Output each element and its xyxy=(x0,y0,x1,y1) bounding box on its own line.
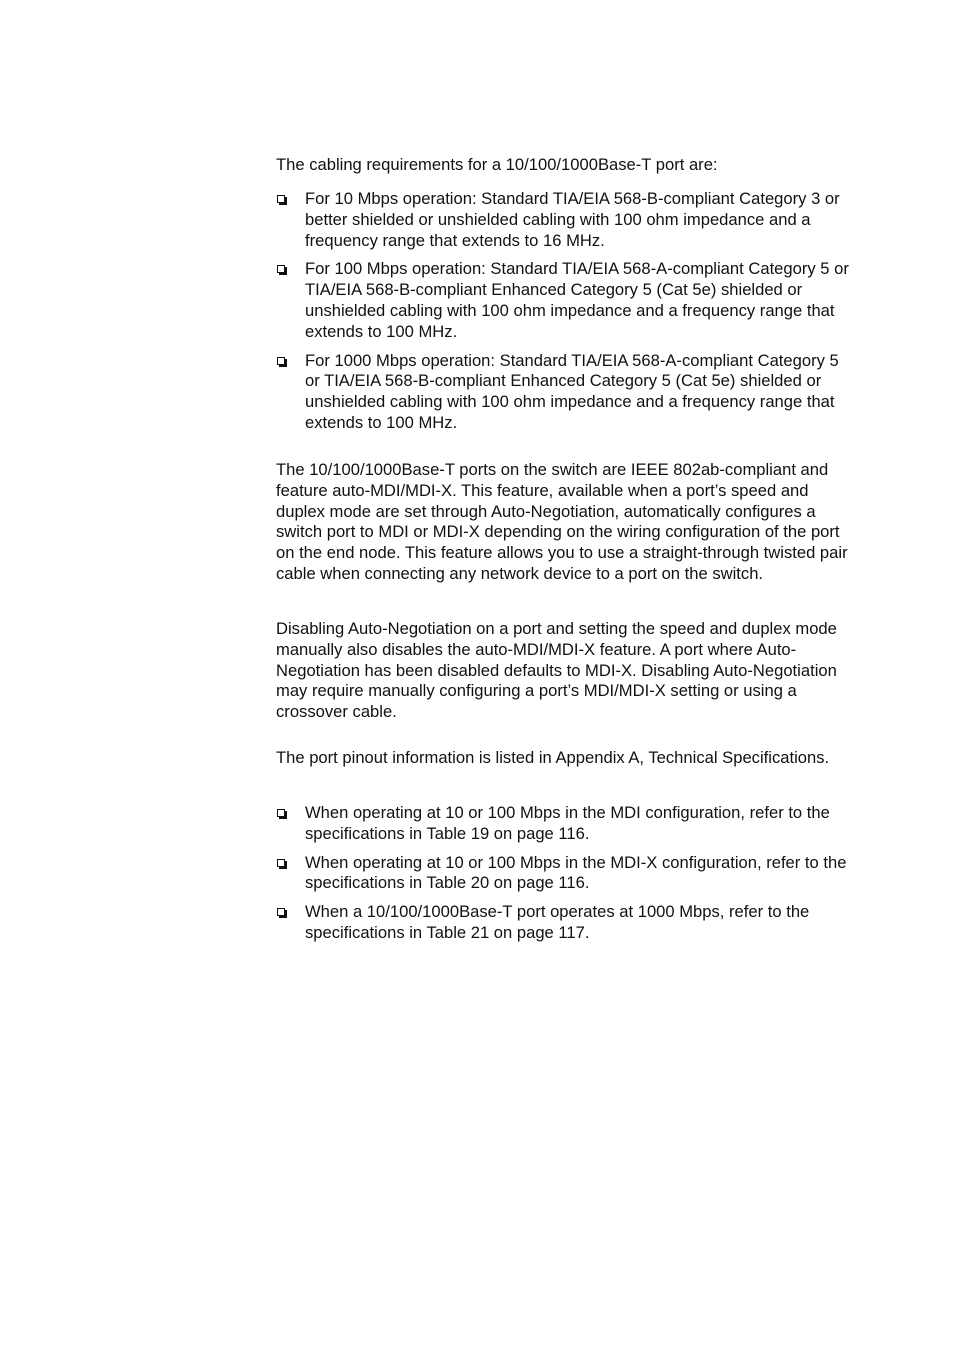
list-item xyxy=(276,259,852,342)
cabling-intro: The cabling requirements for a 10/100/1000Base-T port are: xyxy=(276,155,718,174)
list-item xyxy=(276,189,852,251)
auto-mdi-paragraph: The 10/100/1000Base-T ports on the switch are IEEE 802ab-compliant and feature auto-MDI/MDI-X. This feature, available when a port’s speed and duplex mode are set through Auto-Negotiation, automatically configures a switch port to MDI or MDI-X depending on the wiring configuration of the port on the end node. This feature allows you to use a straight-through twisted pair cable when connecting any network device to a port on the switch. xyxy=(276,460,848,583)
checkbox-bullet-icon xyxy=(277,357,285,365)
pinout-references-list xyxy=(276,803,852,944)
list-item xyxy=(276,853,852,895)
checkbox-bullet-icon xyxy=(277,908,285,916)
checkbox-bullet-icon xyxy=(277,809,285,817)
list-item-text: When a 10/100/1000Base-T port operates at 1000 Mbps, refer to the specifications in Table 21 on page 117. xyxy=(305,902,810,942)
list-item xyxy=(276,803,852,845)
pinout-intro: The port pinout information is listed in Appendix A, Technical Specifications. xyxy=(276,748,830,767)
list-item xyxy=(276,902,852,944)
list-item-text: For 10 Mbps operation: Standard TIA/EIA 568-B-compliant Category 3 or better shielded or unshielded cabling with 100 ohm impedance and a frequency range that extends to 16 MHz. xyxy=(305,189,840,250)
list-item-text: For 1000 Mbps operation: Standard TIA/EIA 568-A-compliant Category 5 or TIA/EIA 568-B-compliant Enhanced Category 5 (Cat 5e) shielded or unshielded cabling with 100 ohm impedance and a frequency range that extends to 100 MHz. xyxy=(305,350,839,432)
auto-negotiation-paragraph: Disabling Auto-Negotiation on a port and setting the speed and duplex mode manually also disables the auto-MDI/MDI-X feature. A port where Auto-Negotiation has been disabled defaults to MDI-X. Disabling Auto-Negotiation may require manually configuring a port’s MDI/MDI-X setting or using a crossover cable. xyxy=(276,619,837,722)
checkbox-bullet-icon xyxy=(277,265,285,273)
cabling-requirements-list xyxy=(276,189,852,434)
checkbox-bullet-icon xyxy=(277,859,285,867)
checkbox-bullet-icon xyxy=(277,195,285,203)
list-item-text: For 100 Mbps operation: Standard TIA/EIA 568-A-compliant Category 5 or TIA/EIA 568-B-compliant Enhanced Category 5 (Cat 5e) shielded or unshielded cabling with 100 ohm impedance and a frequency range that extends to 100 MHz. xyxy=(305,259,849,341)
list-item-text: When operating at 10 or 100 Mbps in the MDI-X configuration, refer to the specifications in Table 20 on page 116. xyxy=(305,852,847,893)
list-item-text: When operating at 10 or 100 Mbps in the MDI configuration, refer to the specifications in Table 19 on page 116. xyxy=(305,803,830,843)
list-item xyxy=(276,351,852,434)
